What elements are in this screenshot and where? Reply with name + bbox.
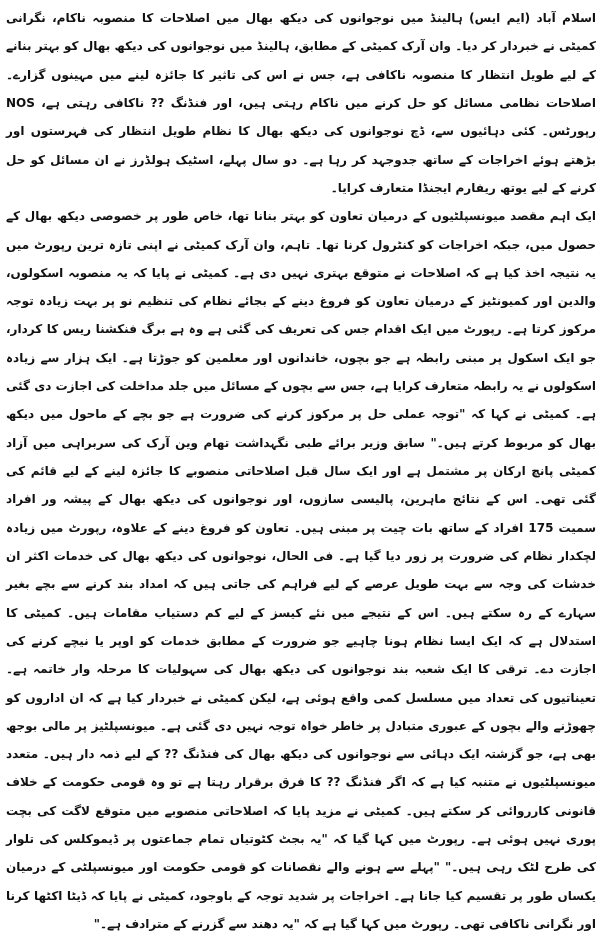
article-paragraph-2: ایک اہم مقصد میونسپلٹیوں کے درمیان تعاون کو بہتر بنانا تھا، خاص طور پر خصوصی دیکھ بھال کے حصول میں، جبکہ اخراجات کو کنٹرول کرنا تھا۔ تاہم، وان آرک کمیٹی نے اپنی تازہ ترین رپورٹ میں یہ نتیجہ اخذ کیا ہے کہ اصلاحات نے متوقع بہتری نہیں دی ہے۔ کمیٹی نے پایا کہ یہ منصوبہ اسکولوں، والدین اور کمیونٹیز کے درمیان تعاون کو فروغ دینے کے بجائے نظام کی تنظیم نو پر بہت زیادہ توجہ مرکوز کرتا ہے۔ رپورٹ میں ایک اقدام جس کی تعریف کی گئی ہے وہ ہے برگ فنکشنا ریس کا کردار، جو ایک اسکول پر مبنی رابطہ ہے جو بچوں، خاندانوں اور معلمین کو جوڑتا ہے۔ ایک ہزار سے زیادہ اسکولوں نے یہ رابطہ متعارف کرایا ہے، جس سے بچوں کے مسائل میں جلد مداخلت کی اجازت دی گئی ہے۔ کمیٹی نے کہا کہ "توجہ عملی حل پر مرکوز کرنے کی ضرورت ہے جو بچے کے ماحول میں دیکھ بھال کو مربوط کرتے ہیں۔" سابق وزیر برائے طبی نگہداشت تھام وین آرک کی سربراہی میں آزاد کمیٹی پانچ ارکان پر مشتمل ہے اور ایک سال قبل اصلاحاتی منصوبے کا جائزہ لینے کے لیے قائم کی گئی تھی۔ اس کے نتائج ماہرین، پالیسی سازوں، اور نوجوانوں کی دیکھ بھال کے پیشہ ور افراد سمیت 175 افراد کے ساتھ بات چیت پر مبنی ہیں۔ تعاون کو فروغ دینے کے علاوہ، رپورٹ میں زیادہ لچکدار نظام کی ضرورت پر زور دیا گیا ہے۔ فی الحال، نوجوانوں کی دیکھ بھال کی خدمات اکثر ان خدشات کی وجہ سے بہت طویل عرصے کے لیے فراہم کی جاتی ہیں کہ امداد بند کرنے سے بچے بغیر سہارے کے رہ سکتے ہیں۔ اس کے نتیجے میں نئے کیسز کے لیے کم دستیاب مقامات ہیں۔ کمیٹی کا استدلال ہے کہ ایک ایسا نظام ہونا چاہیے جو ضرورت کے مطابق خدمات کو اوپر یا نیچے کرنے کی اجازت دے۔ ترقی کا ایک شعبہ بند نوجوانوں کی دیکھ بھال کی سہولیات کا مرحلہ وار خاتمہ ہے۔ تعیناتیوں کی تعداد میں مسلسل کمی واقع ہوئی ہے، لیکن کمیٹی نے خبردار کیا ہے کہ ان اداروں کو چھوڑنے والے بچوں کے عبوری متبادل پر خاطر خواہ توجہ نہیں دی گئی ہے۔ میونسپلٹیز پر مالی بوجھ بھی ہے، جو گزشتہ ایک دہائی سے نوجوانوں کی دیکھ بھال کی فنڈنگ ?? کے لیے ذمہ دار ہیں۔ متعدد میونسپلٹیوں نے متنبہ کیا ہے کہ اگر فنڈنگ ?? کا فرق برقرار رہتا ہے تو وہ قومی حکومت کے خلاف قانونی کارروائی کر سکتے ہیں۔ کمیٹی نے مزید پایا کہ اصلاحاتی منصوبے میں متوقع لاگت کی بچت پوری نہیں ہوئی ہے۔ رپورٹ میں کہا گیا کہ "یہ بجٹ کٹوتیاں تمام جماعتوں پر ڈیموکلس کی تلوار کی طرح لٹک رہی ہیں۔" "پہلے سے ہونے والے نقصانات کو قومی حکومت اور میونسپلٹی کے درمیان یکساں طور پر تقسیم کیا جانا ہے۔ اخراجات پر شدید توجہ کے باوجود، کمیٹی نے پایا کہ ڈیٹا اکٹھا کرنا اور نگرانی ناکافی تھی۔ رپورٹ میں کہا گیا ہے کہ "یہ دھند سے گزرنے کے مترادف ہے۔" xyxy=(6,209,597,931)
article-paragraph-1: اسلام آباد (ایم ایس) ہالینڈ میں نوجوانوں کی دیکھ بھال میں اصلاحات کا منصوبہ ناکام، نگرانی کمیٹی نے خبردار کر دیا۔ وان آرک کمیٹی کے مطابق، ہالینڈ میں نوجوانوں کی دیکھ بھال کو بہتر بنانے کے لیے طویل انتظار کا منصوبہ ناکافی ہے، جس نے اس کی تاثیر کا جائزہ لینے میں مہینوں گزارے۔ اصلاحات نظامی مسائل کو حل کرنے میں ناکام رہتی ہیں، اور فنڈنگ ?? ناکافی رہتی ہے، NOS رپورٹس۔ کئی دہائیوں سے، ڈچ نوجوانوں کی دیکھ بھال کا نظام طویل انتظار کی فہرستوں اور بڑھتے ہوئے اخراجات کے ساتھ جدوجہد کر رہا ہے۔ دو سال پہلے، اسٹیک ہولڈرز نے ان مسائل کو حل کرنے کے لیے یوتھ ریفارم ایجنڈا متعارف کرایا۔ xyxy=(6,11,596,195)
